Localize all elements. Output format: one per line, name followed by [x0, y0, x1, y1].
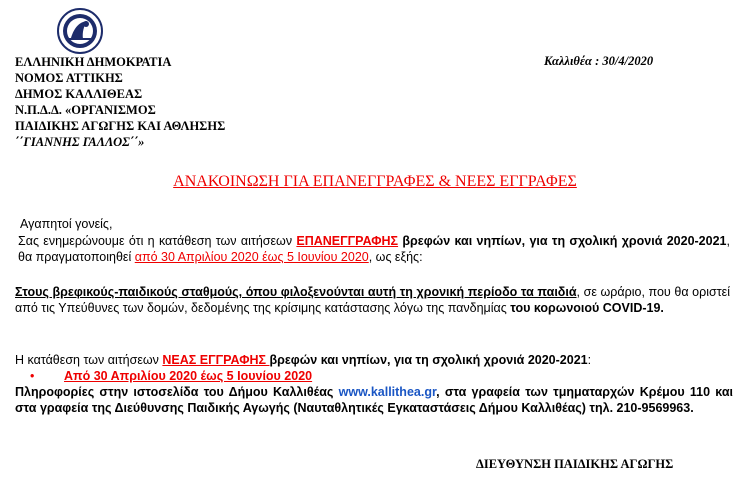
- header-line: ΔΗΜΟΣ ΚΑΛΛΙΘΕΑΣ: [15, 87, 143, 101]
- text: βρεφών και νηπίων, για τη σχολική χρονιά 2020-2021: [269, 353, 588, 367]
- text: , σε ωράριο, που θα οριστεί από τις Υπεύθυνες των δομών, δεδομένης της κρίσιμης κατάστασης λόγω της πανδημίας: [15, 285, 731, 315]
- website-link[interactable]: www.kallithea.gr: [338, 385, 437, 399]
- text: Σας ενημερώνουμε ότι η κατάθεση των αιτήσεων: [18, 234, 297, 248]
- paragraph-new-enrollment: [15, 352, 730, 368]
- paragraph-info: [15, 384, 733, 416]
- header-line: Ν.Π.Δ.Δ. «ΟΡΓΑΝΙΣΜΟΣ: [15, 103, 156, 117]
- document-date: Καλλιθέα : 30/4/2020: [544, 54, 654, 68]
- organization-logo: [57, 8, 103, 54]
- text: Στους βρεφικούς-παιδικούς σταθμούς, όπου φιλοξενούνται αυτή τη χρονική περίοδο τα παιδιά: [15, 285, 577, 299]
- header-line: ΕΛΛΗΝΙΚΗ ΔΗΜΟΚΡΑΤΙΑ: [15, 55, 172, 69]
- text: Πληροφορίες στην ιστοσελίδα του Δήμου Καλλιθέας: [15, 385, 339, 399]
- highlight-date-range: από 30 Απριλίου 2020 έως 5 Ιουνίου 2020: [134, 250, 369, 264]
- header-line: ΠΑΙΔΙΚΗΣ ΑΓΩΓΗΣ ΚΑΙ ΑΘΛΗΣΗΣ: [15, 119, 226, 133]
- signature: ΔΙΕΥΘΥΝΣΗ ΠΑΙΔΙΚΗΣ ΑΓΩΓΗΣ: [476, 457, 674, 471]
- paragraph-reenrollment: [18, 233, 730, 265]
- highlight-reenrollment: ΕΠΑΝΕΓΓΡΑΦΗΣ: [296, 234, 399, 248]
- organization-header: [15, 54, 225, 150]
- paragraph-locations: [15, 284, 730, 316]
- text: , ως εξής:: [368, 250, 423, 264]
- bullet-icon: •: [30, 369, 35, 383]
- header-line: ΄΄ΓΙΑΝΝΗΣ ΓΑΛΛΟΣ΄΄»: [15, 135, 145, 149]
- text: , θα πραγματοποιηθεί: [18, 234, 730, 264]
- bullet-date-range: Από 30 Απριλίου 2020 έως 5 Ιουνίου 2020: [64, 369, 313, 383]
- text: Η κατάθεση των αιτήσεων: [15, 353, 163, 367]
- header-line: ΝΟΜΟΣ ΑΤΤΙΚΗΣ: [15, 71, 123, 85]
- text: :: [587, 353, 592, 367]
- text: του κορωνοιού COVID-19.: [510, 301, 664, 315]
- text: βρεφών και νηπίων, για τη σχολική χρονιά 2020-2021: [398, 234, 727, 248]
- page-title: ΑΝΑΚΟΙΝΩΣΗ ΓΙΑ ΕΠΑΝΕΓΓΡΑΦΕΣ & ΝΕΕΣ ΕΓΓΡΑΦΕΣ: [173, 173, 577, 190]
- highlight-new-enrollment: ΝΕΑΣ ΕΓΓΡΑΦΗΣ: [162, 353, 270, 367]
- greeting: Αγαπητοί γονείς,: [20, 217, 113, 231]
- text: , στα γραφεία των τμηματαρχών Κρέμου 110 και στα γραφεία της Διεύθυνσης Παιδικής Αγωγής (Ναυταθλητικές Εγκαταστάσεις Δήμου Καλλιθέας) τηλ. 210-9569963.: [15, 385, 733, 415]
